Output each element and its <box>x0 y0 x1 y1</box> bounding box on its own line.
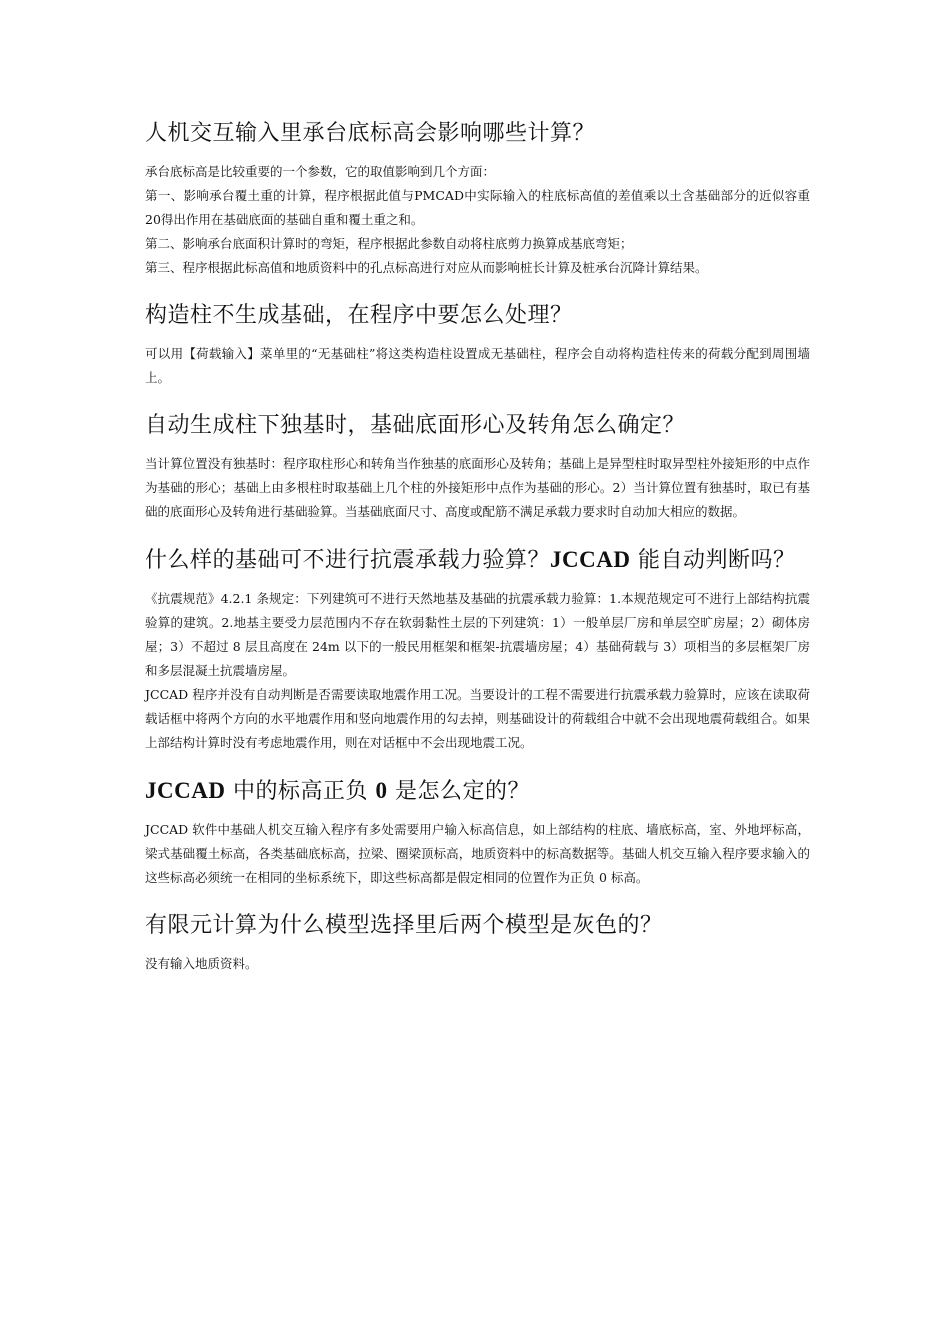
answer-paragraph: JCCAD 软件中基础人机交互输入程序有多处需要用户输入标高信息，如上部结构的柱底、墙底标高，室、外地坪标高，梁式基础覆土标高，各类基础底标高，拉梁、圈梁顶标高，地质资料中的标高数据等。基础人机交互输入程序要求输入的这些标高必须统一在相同的坐标系统下，即这些标高都是假定相同的位置作为正负 0 标高。 <box>145 822 810 885</box>
answer-paragraph: 没有输入地质资料。 <box>145 956 258 971</box>
faq-section-1 <box>145 112 810 280</box>
answer-paragraph: 第一、影响承台覆土重的计算，程序根据此值与PMCAD中实际输入的柱底标高值的差值乘以土含基础部分的近似容重20得出作用在基础底面的基础自重和覆土重之和。 <box>145 188 810 227</box>
question-number: 0 <box>375 778 388 803</box>
faq-section-6 <box>145 904 810 976</box>
question-heading: 有限元计算为什么模型选择里后两个模型是灰色的？ <box>145 913 663 938</box>
faq-section-3 <box>145 404 810 524</box>
answer-paragraph: 第二、影响承台底面积计算时的弯矩，程序根据此参数自动将柱底剪力换算成基底弯矩； <box>145 236 633 251</box>
answer-paragraph: JCCAD 程序并没有自动判断是否需要读取地震作用工况。当要设计的工程不需要进行抗震承载力验算时，应该在读取荷载话框中将两个方向的水平地震作用和竖向地震作用的勾去掉，则基础设计的荷载组合中就不会出现地震荷载组合。如果上部结构计算时没有考虑地震作用，则在对话框中不会出现地震工况。 <box>145 687 810 750</box>
question-software-name: JCCAD <box>550 547 631 572</box>
question-heading <box>145 769 810 814</box>
question-heading: 自动生成柱下独基时，基础底面形心及转角怎么确定？ <box>145 413 686 438</box>
question-text: 能自动判断吗？ <box>630 548 796 573</box>
document-content <box>145 112 810 976</box>
question-heading: 构造柱不生成基础，在程序中要怎么处理？ <box>145 303 573 328</box>
faq-section-5 <box>145 769 810 890</box>
answer-paragraph: 承台底标高是比较重要的一个参数，它的取值影响到几个方面： <box>145 164 496 179</box>
question-heading <box>145 538 810 583</box>
faq-section-2 <box>145 294 810 390</box>
question-heading: 人机交互输入里承台底标高会影响哪些计算？ <box>145 121 596 146</box>
question-text: 中的标高正负 <box>225 779 376 804</box>
answer-paragraph: 可以用【荷载输入】菜单里的“无基础柱”将这类构造柱设置成无基础柱，程序会自动将构造柱传来的荷载分配到周围墙上。 <box>145 346 810 385</box>
answer-paragraph: 当计算位置没有独基时：程序取柱形心和转角当作独基的底面形心及转角；基础上是异型柱时取异型柱外接矩形的中点作为基础的形心；基础上由多根柱时取基础上几个柱的外接矩形中点作为基础的形心。2）当计算位置有独基时，取已有基础的底面形心及转角进行基础验算。当基础底面尺寸、高度或配筋不满足承载力要求时自动加大相应的数据。 <box>145 456 810 519</box>
answer-paragraph: 第三、程序根据此标高值和地质资料中的孔点标高进行对应从而影响桩长计算及桩承台沉降计算结果。 <box>145 260 708 275</box>
question-software-name: JCCAD <box>145 778 226 803</box>
question-text: 是怎么定的？ <box>387 779 530 804</box>
faq-section-4 <box>145 538 810 755</box>
answer-paragraph: 《抗震规范》4.2.1 条规定：下列建筑可不进行天然地基及基础的抗震承载力验算：1.本规范规定可不进行上部结构抗震验算的建筑。2.地基主要受力层范围内不存在软弱黏性土层的下列建筑：1）一般单层厂房和单层空旷房屋；2）砌体房屋；3）不超过 8 层且高度在 24m 以下的一般民用框架和框架-抗震墙房屋；4）基础荷载与 3）项相当的多层框架厂房和多层混凝土抗震墙房屋。 <box>145 591 810 678</box>
question-text: 什么样的基础可不进行抗震承载力验算？ <box>145 548 551 573</box>
